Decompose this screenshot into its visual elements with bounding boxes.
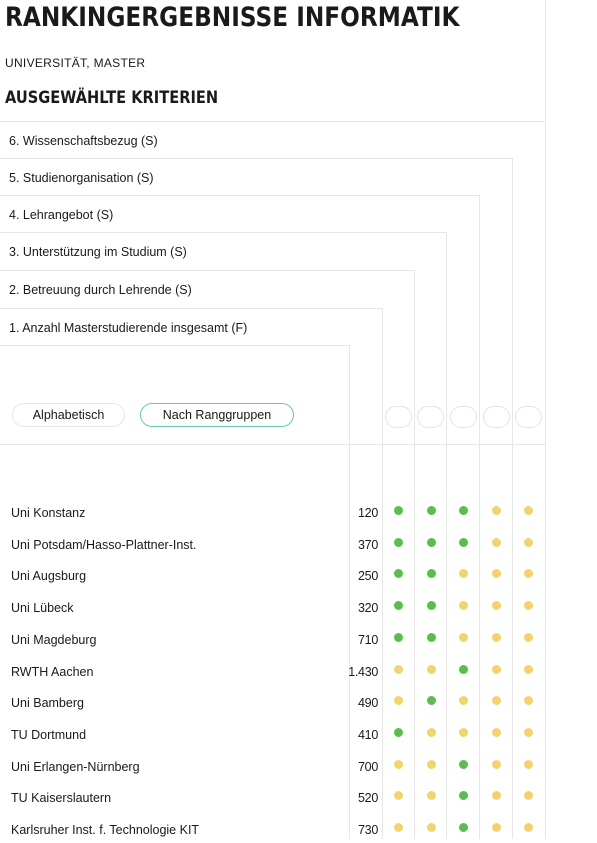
university-row[interactable]	[0, 502, 545, 526]
student-count: 520	[358, 791, 378, 806]
rating-dot-yellow	[492, 728, 501, 737]
university-row[interactable]	[0, 787, 545, 811]
rating-dot-yellow	[524, 601, 533, 610]
rating-dot-yellow	[524, 696, 533, 705]
rating-dot-green	[394, 728, 403, 737]
rating-dot-green	[394, 601, 403, 610]
university-name[interactable]: Uni Konstanz	[11, 506, 86, 520]
rating-dot-yellow	[524, 728, 533, 737]
university-name[interactable]: TU Kaiserslautern	[11, 791, 112, 806]
student-count: 120	[358, 506, 378, 520]
student-count: 320	[358, 601, 378, 616]
university-row[interactable]	[0, 629, 545, 653]
rating-dot-yellow	[492, 823, 501, 832]
rating-dot-green	[459, 538, 468, 547]
criterion-label: 6. Wissenschaftsbezug (S)	[9, 134, 158, 148]
rating-dot-yellow	[427, 823, 436, 832]
rating-dot-green	[427, 696, 436, 705]
rating-dot-green	[394, 569, 403, 578]
rating-dot-yellow	[492, 601, 501, 610]
rating-dot-yellow	[459, 696, 468, 705]
sort-criterion-3-button[interactable]	[450, 406, 477, 428]
rating-dot-yellow	[524, 760, 533, 769]
university-row[interactable]	[0, 661, 545, 685]
rating-dot-yellow	[394, 696, 403, 705]
university-name[interactable]: Uni Potsdam/Hasso-Plattner-Inst.	[11, 537, 197, 552]
rating-dot-green	[394, 506, 403, 515]
university-row[interactable]	[0, 756, 545, 780]
university-name[interactable]: Uni Lübeck	[11, 601, 74, 616]
university-row[interactable]	[0, 565, 545, 589]
rating-dot-yellow	[524, 665, 533, 674]
sort-criterion-2-button[interactable]	[417, 406, 444, 428]
rating-dot-yellow	[492, 760, 501, 769]
rating-dot-yellow	[394, 760, 403, 769]
rating-dot-yellow	[459, 633, 468, 642]
university-name[interactable]: Uni Augsburg	[11, 569, 87, 584]
sort-criterion-4-button[interactable]	[483, 406, 510, 428]
sort-rank-groups-button[interactable]: Nach Ranggruppen	[140, 403, 294, 427]
student-count: 370	[358, 537, 378, 552]
rating-dot-yellow	[524, 569, 533, 578]
university-row[interactable]	[0, 819, 545, 843]
university-row[interactable]	[0, 692, 545, 716]
university-name[interactable]: Uni Magdeburg	[11, 632, 97, 647]
rating-dot-yellow	[459, 601, 468, 610]
university-name[interactable]: TU Dortmund	[11, 727, 87, 742]
header-divider	[545, 0, 546, 120]
rating-dot-yellow	[459, 569, 468, 578]
rating-dot-green	[427, 633, 436, 642]
rating-dot-yellow	[492, 665, 501, 674]
rating-dot-green	[459, 760, 468, 769]
rating-dot-green	[427, 538, 436, 547]
university-name[interactable]: Karlsruher Inst. f. Technologie KIT	[11, 823, 200, 837]
page-subtitle: UNIVERSITÄT, MASTER	[5, 56, 146, 70]
university-name[interactable]: Uni Erlangen-Nürnberg	[11, 759, 140, 774]
rating-dot-green	[394, 538, 403, 547]
rating-dot-green	[459, 823, 468, 832]
sort-alphabetical-button[interactable]: Alphabetisch	[12, 403, 125, 427]
criterion-label: 5. Studienorganisation (S)	[9, 171, 154, 185]
rating-dot-yellow	[524, 538, 533, 547]
rating-dot-yellow	[427, 665, 436, 674]
criterion-label: 4. Lehrangebot (S)	[9, 208, 114, 222]
university-name[interactable]: Uni Bamberg	[11, 696, 84, 711]
sort-criterion-1-button[interactable]	[385, 406, 412, 428]
rating-dot-yellow	[459, 728, 468, 737]
rating-dot-yellow	[427, 791, 436, 800]
table-header-divider	[0, 444, 545, 445]
sort-criterion-5-button[interactable]	[515, 406, 542, 428]
rating-dot-yellow	[394, 791, 403, 800]
rating-dot-yellow	[524, 633, 533, 642]
page-title: RANKINGERGEBNISSE INFORMATIK	[5, 2, 460, 33]
rating-dot-green	[459, 665, 468, 674]
rating-dot-yellow	[427, 728, 436, 737]
rating-dot-yellow	[427, 760, 436, 769]
university-row[interactable]	[0, 597, 545, 621]
rating-dot-yellow	[524, 791, 533, 800]
rating-dot-yellow	[524, 506, 533, 515]
rating-dot-green	[459, 791, 468, 800]
criterion-label: 2. Betreuung durch Lehrende (S)	[9, 283, 192, 297]
rating-dot-green	[427, 506, 436, 515]
rating-dot-yellow	[492, 569, 501, 578]
rating-dot-green	[427, 569, 436, 578]
student-count: 1.430	[348, 664, 378, 679]
student-count: 700	[358, 759, 378, 774]
rating-dot-green	[394, 633, 403, 642]
student-count: 710	[358, 632, 378, 647]
student-count: 490	[358, 696, 378, 711]
student-count: 730	[358, 823, 378, 837]
rating-dot-yellow	[492, 506, 501, 515]
university-name[interactable]: RWTH Aachen	[11, 664, 94, 679]
criterion-label: 3. Unterstützung im Studium (S)	[9, 245, 187, 259]
rating-dot-green	[459, 506, 468, 515]
rating-dot-yellow	[492, 696, 501, 705]
rating-dot-yellow	[492, 791, 501, 800]
student-count: 410	[358, 727, 378, 742]
rating-dot-green	[427, 601, 436, 610]
rating-dot-yellow	[394, 665, 403, 674]
rating-dot-yellow	[492, 633, 501, 642]
rating-dot-yellow	[394, 823, 403, 832]
criterion-label: 1. Anzahl Masterstudierende insgesamt (F)	[9, 321, 248, 335]
university-row[interactable]	[0, 724, 545, 748]
university-row[interactable]	[0, 534, 545, 558]
student-count: 250	[358, 569, 378, 584]
rating-dot-yellow	[492, 538, 501, 547]
rating-dot-yellow	[524, 823, 533, 832]
criteria-heading: AUSGEWÄHLTE KRITERIEN	[5, 88, 219, 108]
